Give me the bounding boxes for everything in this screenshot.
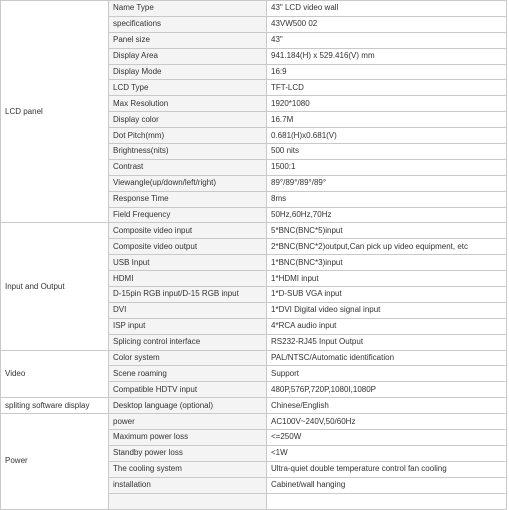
section-category: Video	[1, 350, 109, 398]
spec-key: Viewangle(up/down/left/right)	[109, 175, 267, 191]
spec-key: HDMI	[109, 271, 267, 287]
spec-value: RS232-RJ45 Input Output	[267, 334, 507, 350]
spec-key: Brightness(nits)	[109, 144, 267, 160]
spec-value: 43" LCD video wall	[267, 1, 507, 17]
spec-key: Panel size	[109, 32, 267, 48]
spec-value: 1*D-SUB VGA input	[267, 287, 507, 303]
spec-key: Response Time	[109, 191, 267, 207]
spec-value: Chinese/English	[267, 398, 507, 414]
spec-value: 1500:1	[267, 159, 507, 175]
spec-key: D-15pin RGB input/D-15 RGB input	[109, 287, 267, 303]
spec-key: Composite video input	[109, 223, 267, 239]
spec-key: Name Type	[109, 1, 267, 17]
spec-key: Desktop language (optional)	[109, 398, 267, 414]
spec-value: 16.7M	[267, 112, 507, 128]
spec-value: Cabinet/wall hanging	[267, 477, 507, 493]
spec-key: LCD Type	[109, 80, 267, 96]
spec-table-body	[1, 1, 507, 510]
section-category: LCD panel	[1, 1, 109, 223]
spec-key: Display Area	[109, 48, 267, 64]
spec-value: <=250W	[267, 430, 507, 446]
spec-value: 1*BNC(BNC*3)input	[267, 255, 507, 271]
spec-value: 89°/89°/89°/89°	[267, 175, 507, 191]
spec-key: USB Input	[109, 255, 267, 271]
spec-key: Standby power loss	[109, 445, 267, 461]
spec-value: 480P,576P,720P,1080I,1080P	[267, 382, 507, 398]
spec-key: Color system	[109, 350, 267, 366]
spec-key: installation	[109, 477, 267, 493]
spec-key: Max Resolution	[109, 96, 267, 112]
spec-key: specifications	[109, 16, 267, 32]
spec-value: AC100V~240V,50/60Hz	[267, 414, 507, 430]
section-category: Input and Output	[1, 223, 109, 350]
spec-value: 500 nits	[267, 144, 507, 160]
spec-value: 5*BNC(BNC*5)input	[267, 223, 507, 239]
spec-value: 1920*1080	[267, 96, 507, 112]
spec-value: TFT-LCD	[267, 80, 507, 96]
spec-key: ISP input	[109, 318, 267, 334]
spec-key: Scene roaming	[109, 366, 267, 382]
table-row	[1, 398, 507, 414]
spec-value	[267, 493, 507, 509]
spec-value: <1W	[267, 445, 507, 461]
spec-key: Contrast	[109, 159, 267, 175]
spec-value: PAL/NTSC/Automatic identification	[267, 350, 507, 366]
spec-value: Ultra-quiet double temperature control fan cooling	[267, 461, 507, 477]
spec-value: 1*HDMI input	[267, 271, 507, 287]
section-category: spliting software display	[1, 398, 109, 414]
spec-value: 43VW500 02	[267, 16, 507, 32]
table-row	[1, 1, 507, 17]
spec-key: Display color	[109, 112, 267, 128]
spec-key: DVI	[109, 302, 267, 318]
spec-key: Dot Pitch(mm)	[109, 128, 267, 144]
spec-key: Compatible HDTV input	[109, 382, 267, 398]
spec-value: 941.184(H) x 529.416(V) mm	[267, 48, 507, 64]
table-row	[1, 414, 507, 430]
spec-key: power	[109, 414, 267, 430]
spec-value: 8ms	[267, 191, 507, 207]
spec-value: 43"	[267, 32, 507, 48]
spec-value: 4*RCA audio input	[267, 318, 507, 334]
spec-value: 1*DVI Digital video signal input	[267, 302, 507, 318]
spec-value: 2*BNC(BNC*2)output,Can pick up video equipment, etc	[267, 239, 507, 255]
section-category: Power	[1, 414, 109, 509]
spec-value: Support	[267, 366, 507, 382]
table-row	[1, 350, 507, 366]
spec-key: Display Mode	[109, 64, 267, 80]
spec-key: Splicing control interface	[109, 334, 267, 350]
spec-key: The cooling system	[109, 461, 267, 477]
spec-key	[109, 493, 267, 509]
spec-value: 0.681(H)x0.681(V)	[267, 128, 507, 144]
spec-value: 16:9	[267, 64, 507, 80]
spec-value: 50Hz,60Hz,70Hz	[267, 207, 507, 223]
spec-key: Field Frequency	[109, 207, 267, 223]
spec-key: Maximum power loss	[109, 430, 267, 446]
spec-key: Composite video output	[109, 239, 267, 255]
table-row	[1, 223, 507, 239]
